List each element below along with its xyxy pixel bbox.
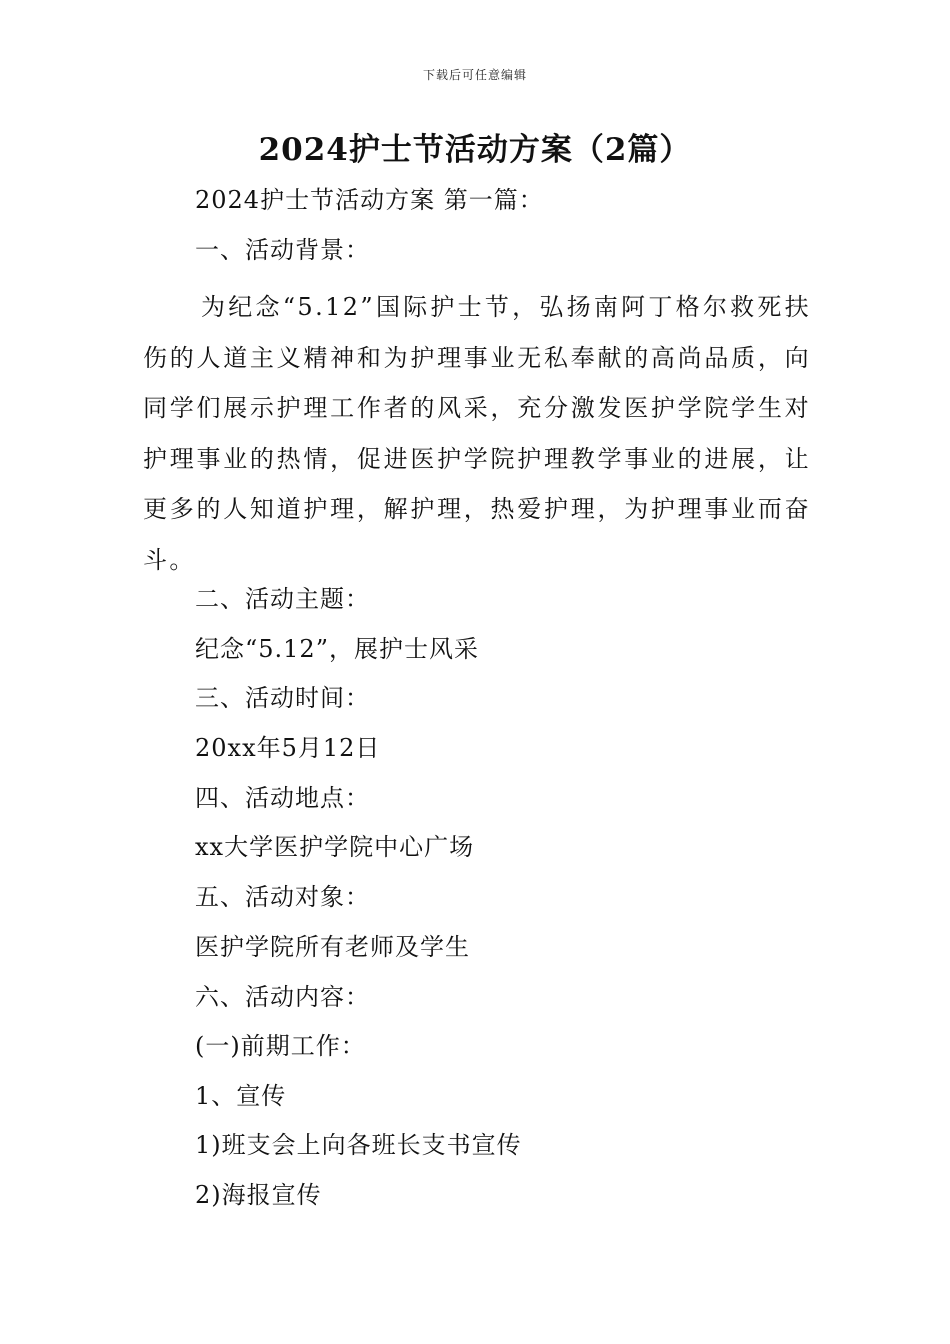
content-heading: 六、活动内容： <box>195 983 370 1011</box>
list-item: 1、宣传 <box>195 1082 287 1110</box>
background-paragraph: 为纪念“5.12”国际护士节，弘扬南阿丁格尔救死扶伤的人道主义精神和为护理事业无私奉献的高尚品质，向同学们展示护理工作者的风采，充分激发医护学院学生对护理事业的热情，促进医护学院护理教学事业的进展，让更多的人知道护理，解护理，热爱护理，为护理事业而奋斗。 <box>143 293 811 574</box>
background-heading: 一、活动背景： <box>195 236 370 264</box>
theme-text: 纪念“5.12”，展护士风采 <box>195 635 479 663</box>
list-item: 1)班支会上向各班长支书宣传 <box>195 1131 522 1159</box>
document-title: 2024护士节活动方案（2篇） <box>258 132 692 168</box>
time-text: 20xx年5月12日 <box>195 734 381 762</box>
place-text: xx大学医护学院中心广场 <box>195 833 475 861</box>
list-item: 2)海报宣传 <box>195 1181 322 1209</box>
time-heading: 三、活动时间： <box>195 684 370 712</box>
target-heading: 五、活动对象： <box>195 883 370 911</box>
target-text: 医护学院所有老师及学生 <box>195 933 470 961</box>
prep-heading: (一)前期工作： <box>195 1032 366 1060</box>
place-heading: 四、活动地点： <box>195 784 370 812</box>
theme-heading: 二、活动主题： <box>195 585 370 613</box>
header-note: 下载后可任意编辑 <box>422 68 527 82</box>
subtitle: 2024护士节活动方案 第一篇： <box>195 186 544 214</box>
